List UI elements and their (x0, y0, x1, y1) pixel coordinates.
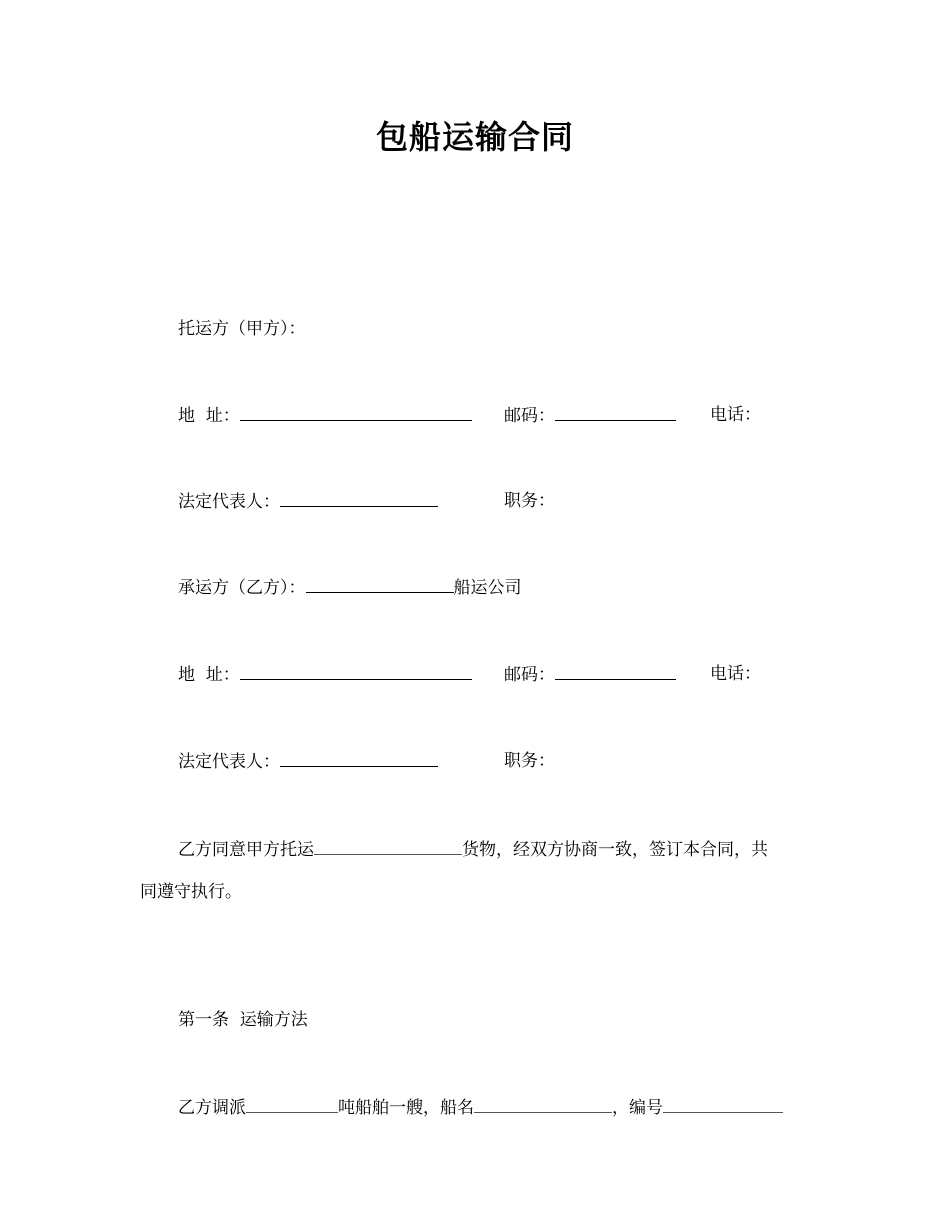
article1-text-2: 吨船舶一艘，船名 (338, 1098, 474, 1118)
intro-text-1: 乙方同意甲方托运 (178, 840, 314, 860)
carrier-postcode-row (504, 663, 676, 686)
ship-name-field[interactable] (474, 1096, 612, 1113)
article1-heading: 第一条 运输方法 (178, 1010, 308, 1030)
shipper-label: 托运方（甲方）： (178, 319, 306, 339)
article1-line-1 (178, 1096, 783, 1119)
shipper-address-field[interactable] (240, 404, 472, 421)
intro-text-2: 货物，经双方协商一致，签订本合同，共 (462, 840, 768, 860)
carrier-postcode-label: 邮码： (504, 665, 555, 685)
shipper-legal-rep-row (178, 490, 438, 513)
carrier-postcode-field[interactable] (555, 663, 676, 680)
article1-text-3: ，编号 (612, 1098, 663, 1118)
carrier-legal-rep-field[interactable] (280, 750, 438, 767)
intro-text-3: 同遵守执行。 (140, 882, 242, 902)
shipper-legal-rep-field[interactable] (280, 490, 438, 507)
carrier-address-row (178, 663, 472, 686)
shipper-address-row (178, 404, 472, 427)
carrier-row (178, 576, 522, 599)
carrier-legal-rep-label: 法定代表人： (178, 752, 280, 772)
carrier-address-label: 地 址： (178, 665, 240, 685)
shipper-postcode-label: 邮码： (504, 406, 555, 426)
carrier-position-label: 职务： (504, 751, 555, 771)
carrier-phone-label: 电话： (710, 664, 761, 684)
carrier-legal-rep-row (178, 750, 438, 773)
intro-line-1 (178, 838, 768, 861)
shipper-address-label: 地 址： (178, 406, 240, 426)
cargo-field[interactable] (314, 838, 462, 855)
document-title: 包船运输合同 (375, 118, 574, 156)
carrier-label: 承运方（乙方）： (178, 578, 306, 598)
carrier-name-field[interactable] (306, 576, 454, 593)
shipper-legal-rep-label: 法定代表人： (178, 492, 280, 512)
shipper-postcode-row (504, 404, 676, 427)
carrier-address-field[interactable] (240, 663, 472, 680)
tonnage-field[interactable] (246, 1096, 338, 1113)
ship-number-field[interactable] (663, 1096, 783, 1113)
shipper-postcode-field[interactable] (555, 404, 676, 421)
carrier-company-suffix: 船运公司 (453, 578, 522, 598)
shipper-position-label: 职务： (504, 491, 555, 511)
shipper-phone-label: 电话： (710, 405, 761, 425)
article1-text-1: 乙方调派 (178, 1098, 246, 1118)
